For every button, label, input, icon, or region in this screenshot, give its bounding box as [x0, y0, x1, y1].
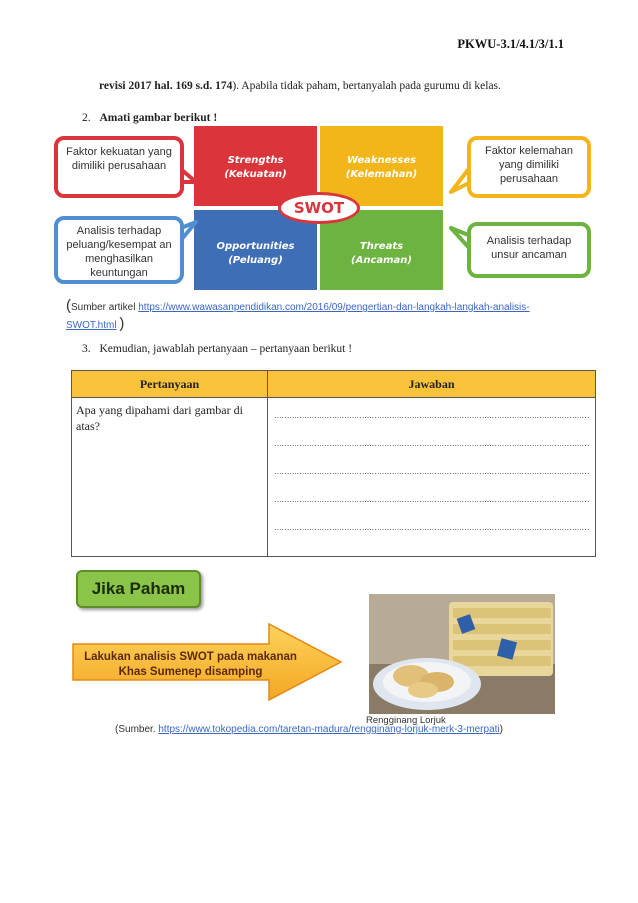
source-citation-photo	[115, 724, 615, 735]
item-2-number: 2.	[82, 112, 91, 124]
photo-caption: Rengginang Lorjuk	[366, 715, 446, 726]
source2-prefix: Sumber.	[118, 724, 159, 735]
jika-paham-badge: Jika Paham	[76, 570, 201, 608]
table-header-row	[72, 371, 596, 398]
swot-center-label: SWOT	[278, 192, 360, 224]
opportunity-callout: Analisis terhadap peluang/kesempat an menghasilkan keuntungan	[54, 216, 184, 284]
opportunities-label: Opportunities	[216, 241, 295, 252]
answer-line[interactable]: ………………………………………………………………………………………………………………	[274, 411, 589, 420]
weakness-callout: Faktor kelemahan yang dimiliki perusahaan	[467, 136, 591, 198]
threats-label: Threats	[359, 241, 404, 252]
document-code: PKWU-3.1/4.1/3/1.1	[457, 37, 564, 51]
strengths-label: Strengths	[227, 155, 284, 166]
source1-link[interactable]: https://www.wawasanpendidikan.com/2016/09/pengertian-dan-langkah-langkah-analisis-SWOT.html	[66, 302, 530, 331]
threats-sublabel: (Ancaman)	[351, 255, 412, 266]
source1-open-paren: (	[66, 297, 71, 314]
source2-close-paren: )	[499, 724, 503, 735]
question-answer-table	[71, 370, 596, 557]
answer-line[interactable]: ………………………………………………………………………………………………………………	[274, 523, 589, 532]
table-row	[72, 398, 596, 557]
strength-callout: Faktor kekuatan yang dimiliki perusahaan	[54, 136, 184, 198]
source2-open-paren: (	[115, 724, 119, 735]
rengginang-lorjuk-photo	[369, 594, 555, 714]
threat-callout: Analisis terhadap unsur ancaman	[467, 222, 591, 278]
answer-cell[interactable]	[268, 398, 596, 557]
opportunities-sublabel: (Peluang)	[228, 255, 283, 266]
source2-link[interactable]: https://www.tokopedia.com/taretan-madura/rengginang-lorjuk-merk-3-merpati	[158, 724, 500, 735]
answer-line[interactable]: ………………………………………………………………………………………………………………	[274, 467, 589, 476]
column-header-answer: Jawaban	[268, 371, 596, 398]
rengginang-cracker	[408, 682, 438, 698]
item-2-text: Amati gambar berikut !	[99, 112, 218, 124]
answer-line[interactable]: ………………………………………………………………………………………………………………	[274, 439, 589, 448]
source1-prefix: Sumber artikel	[71, 302, 139, 313]
question-cell: Apa yang dipahami dari gambar di atas?	[72, 398, 268, 557]
answer-line[interactable]: ………………………………………………………………………………………………………………	[274, 495, 589, 504]
item-3-text: Kemudian, jawablah pertanyaan – pertanyaan berikut !	[99, 343, 353, 355]
item-3	[82, 343, 352, 355]
task-instruction: Lakukan analisis SWOT pada makanan Khas Sumenep disamping	[84, 651, 297, 678]
column-header-question: Pertanyaan	[72, 371, 268, 398]
source1-close-paren: )	[119, 315, 125, 332]
source-citation-swot	[66, 298, 556, 334]
intro-bold-reference: revisi 2017 hal. 169 s.d. 174	[99, 80, 233, 92]
intro-rest: ). Apabila tidak paham, bertanyalah pada gurumu di kelas.	[232, 80, 501, 92]
weaknesses-label: Weaknesses	[346, 155, 417, 166]
strengths-sublabel: (Kekuatan)	[224, 169, 287, 180]
weaknesses-sublabel: (Kelemahan)	[345, 169, 418, 180]
item-3-number: 3.	[82, 343, 91, 355]
